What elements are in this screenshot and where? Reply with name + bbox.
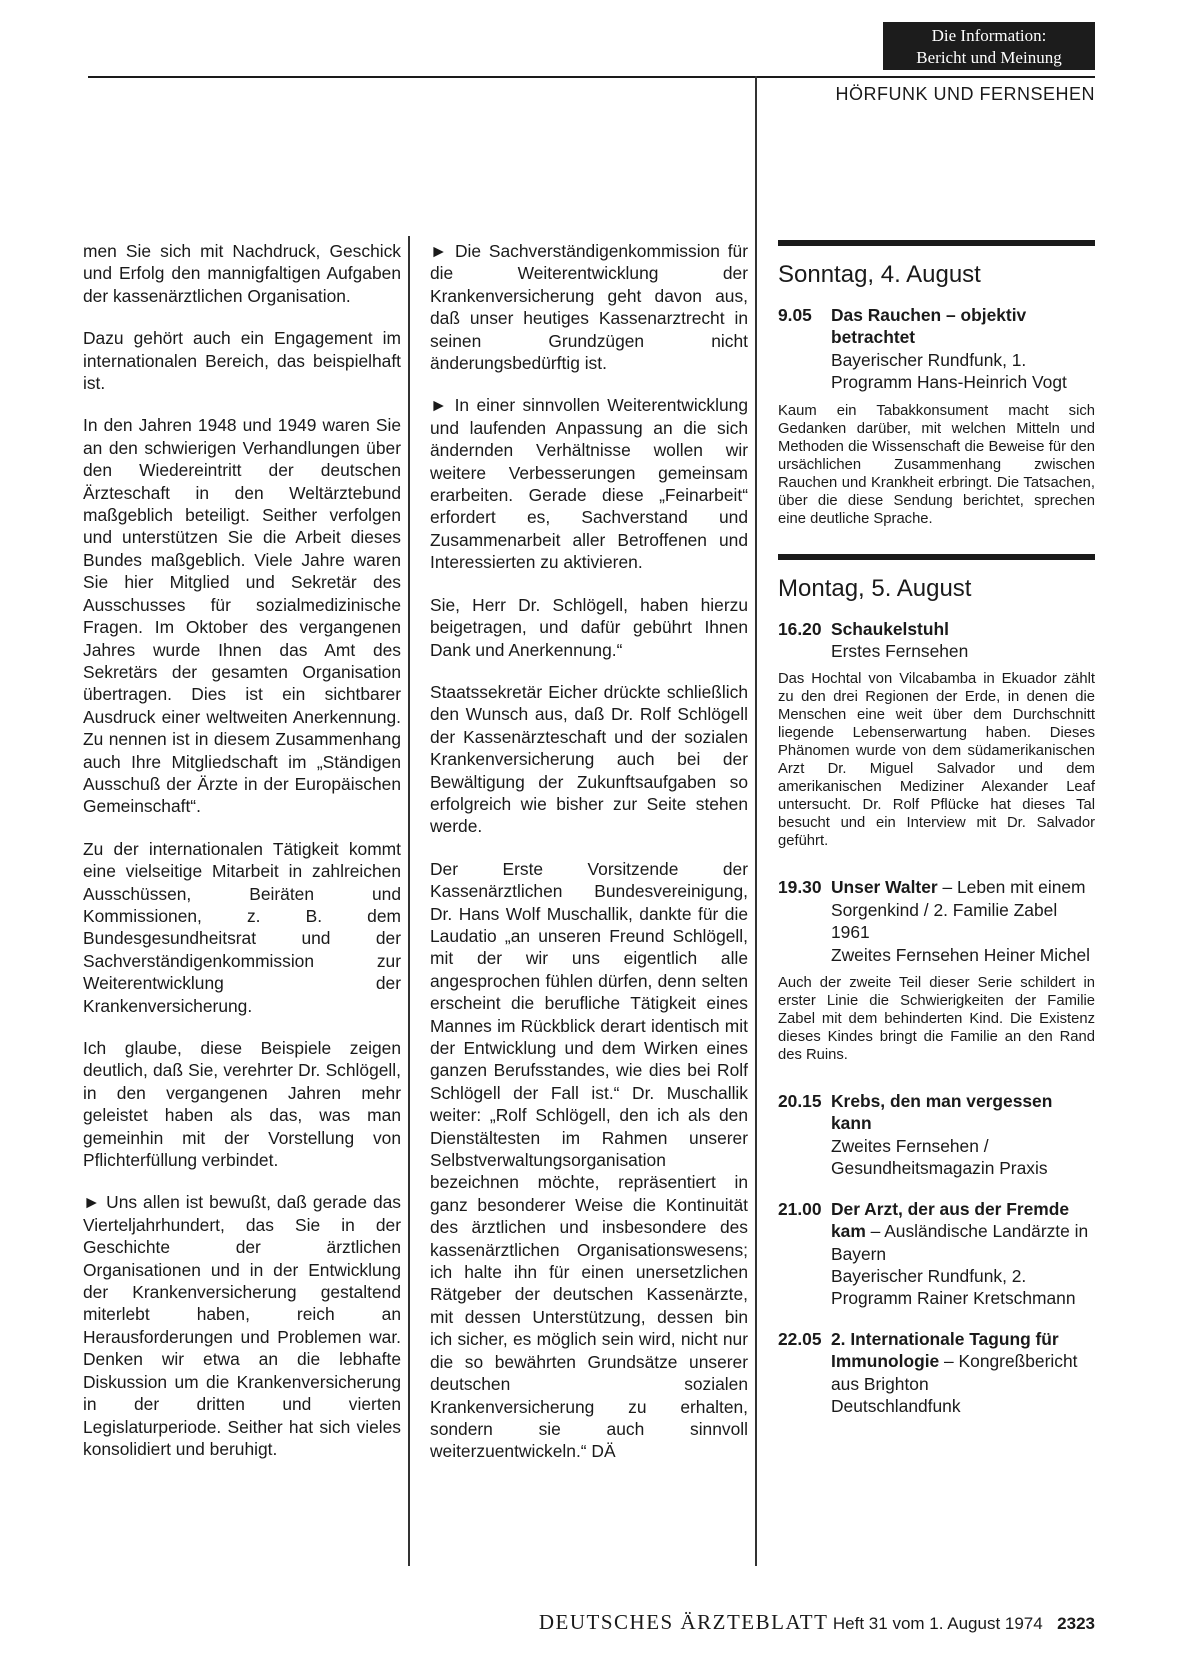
section-label: HÖRFUNK UND FERNSEHEN	[835, 84, 1095, 104]
header-rule	[88, 76, 1095, 78]
paragraph: Sie, Herr Dr. Schlögell, haben hierzu beigetragen, und dafür gebührt Ihnen Dank und Anerkennung.“	[430, 594, 748, 660]
program-info	[831, 304, 1095, 394]
program-entry	[778, 1198, 1095, 1310]
program-details: Erstes Fernsehen	[831, 641, 969, 662]
program-info	[831, 1328, 1095, 1418]
program-entry	[778, 304, 1095, 394]
program-description: Kaum ein Tabakkonsument macht sich Gedanken darüber, mit welchen Mitteln und Methoden die Wissenschaft die Beweise für den ursächlichen Zusammenhang zwischen Rauchen und Krankheit erbringt. Die Tatsachen, über die diese Sendung berichtet, sprechen eine deutliche Sprache.	[778, 402, 1095, 527]
day-rule	[778, 240, 1095, 246]
program-time: 22.05	[778, 1328, 822, 1349]
program-description: Auch der zweite Teil dieser Serie schildert in erster Linie die Schwierigkeiten der Familie Zabel mit dem behinderten Kind. Die Existenz dieses Kindes bringt die Familie an den Rand des Ruins.	[778, 975, 1095, 1064]
program-time: 21.00	[778, 1198, 822, 1219]
day-heading: Sonntag, 4. August	[778, 261, 981, 288]
program-entry	[778, 618, 1095, 663]
program-subtitle: – Leben mit einem Sorgenkind / 2. Familie Zabel 1961	[831, 877, 1086, 943]
program-info	[831, 876, 1095, 966]
program-time: 20.15	[778, 1091, 822, 1112]
program-time: 19.30	[778, 877, 822, 898]
section-badge	[883, 22, 1095, 70]
badge-line-2: Bericht und Meinung	[916, 48, 1062, 67]
program-time: 9.05	[778, 305, 812, 325]
program-title: Krebs, den man vergessen kann	[831, 1091, 1053, 1134]
paragraph: men Sie sich mit Nachdruck, Geschick und Erfolg den mannigfaltigen Aufgaben der kassenärztlichen Organisation.	[83, 241, 401, 306]
paragraph: ► Uns allen ist bewußt, daß gerade das Vierteljahrhundert, das Sie in der Geschichte der ärztlichen Organisationen und in der Entwicklung der Krankenversicherung gestaltend miterlebt haben, reich an Herausforderungen und Problemen war. Denken wir etwa an die lebhafte Diskussion um die Krankenversicherung in der dritten und vierten Legislaturperiode. Seither hat sich vieles konsolidiert und beruhigt.	[83, 1192, 401, 1459]
journal-name: DEUTSCHES ÄRZTEBLATT	[538, 1610, 829, 1634]
program-subtitle: – Ausländische Landärzte in Bayern	[831, 1221, 1089, 1264]
paragraph: ► In einer sinnvollen Weiterentwicklung und laufenden Anpassung an die sich ändernden Verhältnisse wollen wir weitere Verbesserungen gemeinsam erarbeiten. Gerade diese „Feinarbeit“ erfordert es, Sachverstand und Zusammenarbeit aller Betroffenen und Interessierten zu aktivieren.	[430, 395, 748, 573]
program-entry	[778, 1328, 1095, 1418]
article-column-1	[83, 240, 401, 1480]
paragraph: Ich glaube, diese Beispiele zeigen deutlich, daß Sie, verehrter Dr. Schlögell, in den vergangenen Jahren mehr geleistet haben als das, was man gemeinhin mit der Vorstellung von Pflichterfüllung verbindet.	[83, 1038, 401, 1171]
program-details: Bayerischer Rundfunk, 2. Programm Rainer Kretschmann	[831, 1265, 1076, 1309]
column-divider-left	[408, 236, 410, 1566]
paragraph: ► Die Sachverständigenkommission für die Weiterentwicklung der Krankenversicherung geht davon aus, daß unser heutiges Kassenarztrecht in seinen Grundzügen nicht änderungsbedürftig ist.	[430, 241, 748, 374]
column-divider-right	[755, 76, 757, 236]
program-entry	[778, 1090, 1095, 1180]
program-time: 16.20	[778, 618, 822, 639]
issue-info: Heft 31 vom 1. August 1974	[832, 1614, 1043, 1633]
program-info	[831, 1090, 1095, 1180]
badge-line-1: Die Information:	[931, 26, 1047, 45]
program-description: Das Hochtal von Vilcabamba in Ekuador zählt zu den drei Regionen der Erde, in denen die Menschen eine weit über dem Durchschnitt liegende Lebenserwartung haben. Dieses Phänomen wurde von dem südamerikanischen Arzt Dr. Miguel Salvador und dem amerikanischen Mediziner Alexander Leaf untersucht. Dr. Rolf Pflücke hat dieses Tal besucht und ein Interview mit Dr. Salvador geführt.	[778, 671, 1095, 850]
program-details: Zweites Fernsehen / Gesundheitsmagazin Praxis	[831, 1135, 1048, 1179]
program-title: Der Arzt, der aus der Fremde kam	[831, 1198, 1070, 1242]
article-column-2	[430, 240, 748, 1483]
day-block	[778, 554, 1095, 1418]
tv-schedule-column	[778, 240, 1095, 1425]
paragraph: Der Erste Vorsitzende der Kassenärztlichen Bundesvereinigung, Dr. Hans Wolf Muschallik, dankte für die Laudatio „an unseren Freund Schlögell, mit der wir uns eigentlich alle angesprochen fühlen dürfen, denn selten erscheint die berufliche Tätigkeit eines Mannes im Rückblick derart identisch mit der Entwicklung und dem Wirken eines ganzen Berufsstandes, wie dies bei Rolf Schlögell der Fall ist.“ Dr. Muschallik weiter: „Rolf Schlögell, den ich als den Dienstältesten im Rahmen unserer Selbstverwaltungsorganisation bezeichnen möchte, repräsentiert in ganz besonderer Weise die Kontinuität des ärztlichen und insbesondere des kassenärztlichen Organisationswesens; ich halte ihn für einen unersetzlichen Rätgeber der deutschen Kassenärzte, mit dessen Unterstützung, dessen bin ich sicher, es möglich sein wird, nicht nur die so bewährten Grundsätze unserer deutschen sozialen Krankenversicherung zu erhalten, sondern sie auch sinnvoll weiterzuentwickeln.“ DÄ	[430, 858, 748, 1462]
day-rule	[778, 554, 1095, 560]
paragraph: In den Jahren 1948 und 1949 waren Sie an den schwierigen Verhandlungen über den Wiedereintritt der deutschen Ärzteschaft in den Weltärztebund maßgeblich beteiligt. Seither verfolgen und unterstützen Sie die Arbeit dieses Bundes maßgeblich. Viele Jahre waren Sie hier Mitglied und Sekretär des Ausschusses für sozialmedizinische Fragen. Im Oktober des vergangenen Jahres wurde Ihnen das Amt des Sekretärs der gesamten Organisation übertragen. Dies ist ein sichtbarer Ausdruck einer weltweiten Anerkennung. Zu nennen ist in diesem Zusammenhang auch Ihre Mitgliedschaft im „Ständigen Ausschuß der Ärzte in der Europäischen Gemeinschaft“.	[83, 415, 401, 817]
paragraph: Zu der internationalen Tätigkeit kommt eine vielseitige Mitarbeit in zahlreichen Ausschüssen, Beiräten und Kommissionen, z. B. dem Bundesgesundheitsrat und der Sachverständigenkommission zur Weiterentwicklung der Krankenversicherung.	[83, 838, 401, 1016]
page-footer	[460, 1610, 1095, 1635]
program-title: Unser Walter	[831, 877, 938, 898]
paragraph: Dazu gehört auch ein Engagement im internationalen Bereich, das beispielhaft ist.	[83, 328, 401, 394]
column-divider-right	[755, 236, 757, 1566]
program-details: Zweites Fernsehen Heiner Michel	[831, 944, 1091, 965]
program-details: Bayerischer Rundfunk, 1. Programm Hans-Heinrich Vogt	[831, 349, 1067, 393]
day-heading: Montag, 5. August	[778, 574, 972, 602]
program-subtitle: – Kongreßbericht aus Brighton	[831, 1351, 1078, 1394]
program-title: Schaukelstuhl	[831, 618, 949, 639]
program-info	[831, 1198, 1095, 1310]
program-title: 2. Internationale Tagung für Immunologie	[831, 1328, 1059, 1372]
program-title: Das Rauchen – objektiv betrachtet	[831, 305, 1027, 348]
program-entry	[778, 876, 1095, 966]
paragraph: Staatssekretär Eicher drückte schließlich den Wunsch aus, daß Dr. Rolf Schlögell der Kassenärzteschaft und der sozialen Krankenversicherung auch bei der Bewältigung der Zukunftsaufgaben so erfolgreich wie bisher zur Seite stehen werde.	[430, 681, 748, 837]
page-number: 2323	[1057, 1614, 1095, 1633]
program-details: Deutschlandfunk	[831, 1395, 961, 1416]
day-block	[778, 240, 1095, 528]
program-info	[831, 618, 1095, 663]
